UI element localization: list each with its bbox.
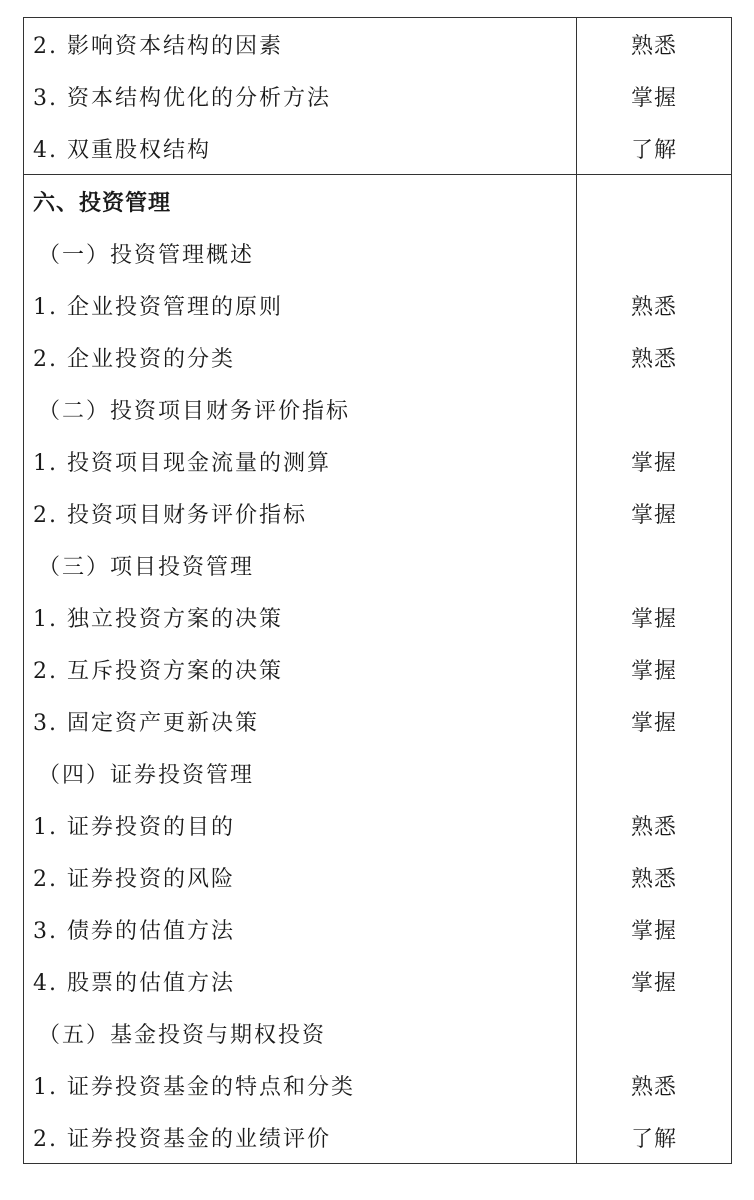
table-row (24, 227, 732, 279)
table-row (24, 851, 732, 903)
table-row (24, 1059, 732, 1111)
table-row (24, 435, 732, 487)
syllabus-outline-table (23, 17, 732, 1164)
topic-cell: 1. 投资项目现金流量的测算 (24, 435, 577, 487)
section-heading: 六、投资管理 (24, 175, 577, 228)
requirement-level-cell: 熟悉 (577, 331, 732, 383)
topic-cell: 1. 证券投资的目的 (24, 799, 577, 851)
table-row (24, 70, 732, 122)
topic-cell: 3. 债券的估值方法 (24, 903, 577, 955)
requirement-level-cell: 熟悉 (577, 851, 732, 903)
requirement-level-cell (577, 539, 732, 591)
table-row (24, 903, 732, 955)
requirement-level-cell: 了解 (577, 1111, 732, 1164)
requirement-level-cell: 掌握 (577, 70, 732, 122)
topic-cell: 2. 互斥投资方案的决策 (24, 643, 577, 695)
requirement-level-cell: 掌握 (577, 591, 732, 643)
requirement-level-cell: 了解 (577, 122, 732, 175)
requirement-level-cell: 熟悉 (577, 799, 732, 851)
table-row (24, 279, 732, 331)
topic-cell: 2. 证券投资基金的业绩评价 (24, 1111, 577, 1164)
table-row (24, 383, 732, 435)
requirement-level-cell: 掌握 (577, 643, 732, 695)
table-row (24, 175, 732, 228)
topic-cell: 1. 企业投资管理的原则 (24, 279, 577, 331)
table-row (24, 955, 732, 1007)
topic-cell: 4. 双重股权结构 (24, 122, 577, 175)
requirement-level-cell: 熟悉 (577, 279, 732, 331)
subsection-heading: （一）投资管理概述 (24, 227, 577, 279)
table-row (24, 122, 732, 175)
topic-cell: 2. 影响资本结构的因素 (24, 18, 577, 71)
requirement-level-cell (577, 383, 732, 435)
topic-cell: 3. 固定资产更新决策 (24, 695, 577, 747)
table-row (24, 695, 732, 747)
topic-cell: 4. 股票的估值方法 (24, 955, 577, 1007)
topic-cell: 1. 独立投资方案的决策 (24, 591, 577, 643)
table-row (24, 331, 732, 383)
table-row (24, 539, 732, 591)
table-row (24, 1007, 732, 1059)
requirement-level-cell (577, 1007, 732, 1059)
table-row (24, 487, 732, 539)
topic-cell: 2. 证券投资的风险 (24, 851, 577, 903)
topic-cell: 2. 企业投资的分类 (24, 331, 577, 383)
table-row (24, 591, 732, 643)
topic-cell: 3. 资本结构优化的分析方法 (24, 70, 577, 122)
table-row (24, 799, 732, 851)
requirement-level-cell (577, 175, 732, 228)
table-row (24, 1111, 732, 1164)
requirement-level-cell: 掌握 (577, 903, 732, 955)
topic-cell: 1. 证券投资基金的特点和分类 (24, 1059, 577, 1111)
requirement-level-cell: 熟悉 (577, 1059, 732, 1111)
requirement-level-cell: 熟悉 (577, 18, 732, 71)
subsection-heading: （三）项目投资管理 (24, 539, 577, 591)
requirement-level-cell: 掌握 (577, 435, 732, 487)
table-row (24, 18, 732, 71)
topic-cell: 2. 投资项目财务评价指标 (24, 487, 577, 539)
requirement-level-cell (577, 747, 732, 799)
requirement-level-cell: 掌握 (577, 695, 732, 747)
requirement-level-cell (577, 227, 732, 279)
subsection-heading: （四）证券投资管理 (24, 747, 577, 799)
requirement-level-cell: 掌握 (577, 955, 732, 1007)
table-row (24, 747, 732, 799)
subsection-heading: （二）投资项目财务评价指标 (24, 383, 577, 435)
table-row (24, 643, 732, 695)
subsection-heading: （五）基金投资与期权投资 (24, 1007, 577, 1059)
requirement-level-cell: 掌握 (577, 487, 732, 539)
